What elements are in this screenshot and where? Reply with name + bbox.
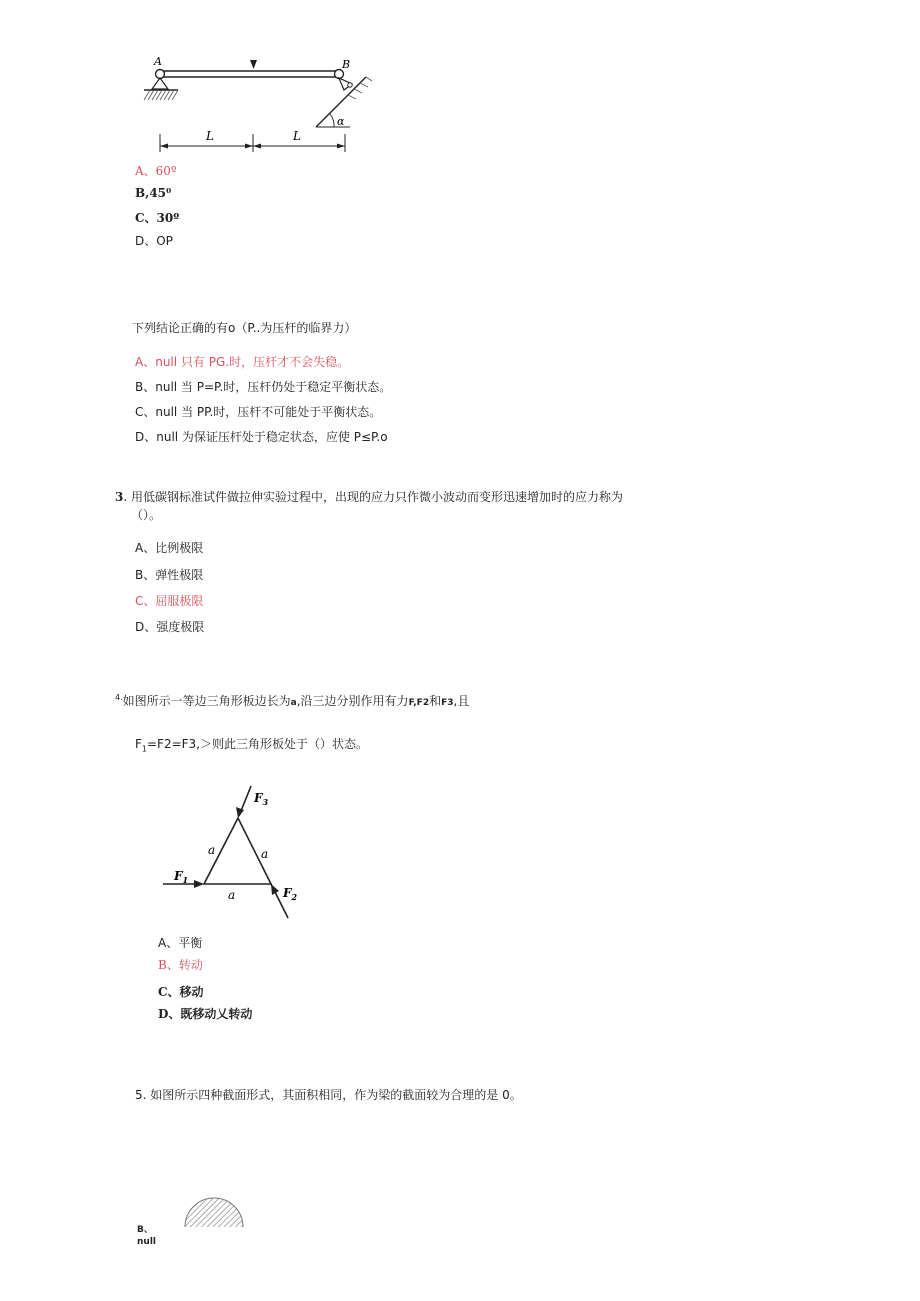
svg-text:F2: $F_2$ [283,886,298,902]
q1-option-d[interactable]: D、OP [135,234,173,248]
f3-label: F [254,791,263,805]
q1-option-b[interactable]: B,45⁰ [135,186,172,200]
q1-option-c[interactable]: C、30º [135,211,180,225]
q4-option-c[interactable]: C、移动 [158,985,204,999]
q2-option-c[interactable]: C、null 当 PP.时，压杆不可能处于平衡状态。 [135,405,382,419]
q2-option-d[interactable]: D、null 为保证压杆处于稳定状态，应使 P≤P.o [135,430,388,444]
f1-label: F [174,869,183,883]
q3-option-a[interactable]: A、比例极限 [135,541,204,555]
q3-option-b[interactable]: B、弹性极限 [135,568,204,582]
q4-number: 4. [115,693,123,702]
q4-option-b[interactable]: B、转动 [158,958,203,972]
q3-option-c[interactable]: C、屈服极限 [135,594,204,608]
q4-option-d[interactable]: D、既移动乂转动 [158,1007,253,1021]
svg-text:F1: $F_1$ [174,869,189,885]
q4-option-a[interactable]: A、平衡 [158,936,203,950]
q3-stem-line2: （）。 [131,508,162,522]
q4-stem-line1: $^{4.}$如图所示一等边三角形板边长为a,沿三边分别作用有力F,F2和F3,且 [115,693,470,708]
triangle-plate-diagram [158,780,308,920]
q2-option-a[interactable]: A、null 只有 PG.时，压杆才不会失稳。 [135,355,350,369]
circular-section-figure [182,1195,246,1227]
f2-label: F [283,886,292,900]
q3-number: 3 [115,490,124,504]
dim-l1-label: L [206,129,214,143]
side-bottom-label: a [228,888,236,902]
point-a-label: A [154,55,162,68]
q3-stem-text: . 用低碳钢标准试件做拉伸实验过程中，出现的应力只作微小波动而变形迅速增加时的应力称为 [123,490,623,504]
q1-option-a[interactable]: A、60º [135,164,177,178]
q4-stem-line2: $F_1=F2=F3,>$则此三角形板处于（）状态。 [135,737,368,754]
q5-option-b-label[interactable]: B、 null [137,1225,156,1247]
side-right-label: a [261,847,269,861]
side-left-label: a [208,843,216,857]
svg-text:F3: $F_3$ [254,791,269,807]
q3-stem-line1 [115,488,623,505]
q2-stem: 下列结论正确的有o（P..为压杆的临界力） [132,321,357,335]
q5-stem: 5. 如图所示四种截面形式，其面积相同，作为梁的截面较为合理的是 0。 [135,1088,522,1102]
q2-option-b[interactable]: B、null 当 P=P.时，压杆仍处于稳定平衡状态。 [135,380,392,394]
q3-option-d[interactable]: D、强度极限 [135,620,205,634]
beam-support-diagram [138,52,378,162]
dim-l2-label: L [293,129,301,143]
alpha-label: α [337,115,345,128]
q5-option-b-value: null [137,1237,156,1247]
point-b-label: B [342,58,351,71]
